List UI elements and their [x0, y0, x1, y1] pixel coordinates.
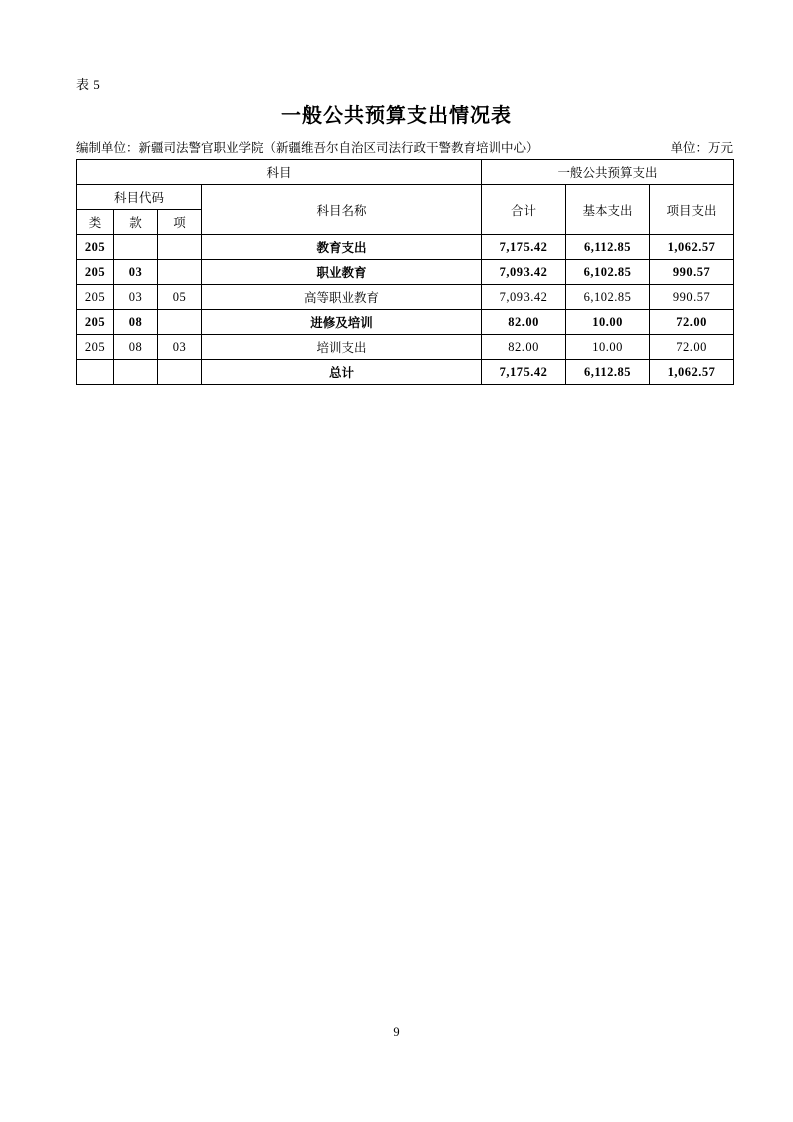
cell-code-kuan — [114, 235, 158, 260]
table-total-row — [77, 360, 734, 385]
cell-code-lei: 205 — [77, 310, 114, 335]
unit-note-label: 单位：万元 — [670, 141, 733, 155]
cell-total: 7,093.42 — [482, 285, 566, 310]
cell-total: 82.00 — [482, 310, 566, 335]
cell-code-lei: 205 — [77, 335, 114, 360]
cell-code-lei: 205 — [77, 235, 114, 260]
header-code-xiang: 项 — [158, 210, 202, 235]
budget-expenditure-table — [76, 159, 734, 385]
header-subject-name: 科目名称 — [202, 185, 482, 235]
cell-subject-name: 培训支出 — [202, 335, 482, 360]
cell-code-xiang — [158, 235, 202, 260]
cell-project: 1,062.57 — [650, 360, 734, 385]
cell-project: 1,062.57 — [650, 235, 734, 260]
cell-code-kuan: 08 — [114, 335, 158, 360]
table-header-sub-row-1 — [77, 185, 734, 210]
table-row — [77, 335, 734, 360]
cell-code-lei: 205 — [77, 260, 114, 285]
cell-code-xiang — [158, 360, 202, 385]
cell-basic: 10.00 — [566, 310, 650, 335]
cell-code-kuan: 03 — [114, 285, 158, 310]
cell-project: 72.00 — [650, 335, 734, 360]
cell-total-label: 总计 — [202, 360, 482, 385]
cell-total: 7,175.42 — [482, 360, 566, 385]
table-row — [77, 235, 734, 260]
table-row — [77, 285, 734, 310]
page-title: 一般公共预算支出情况表 — [281, 105, 512, 127]
cell-code-kuan: 08 — [114, 310, 158, 335]
cell-code-xiang — [158, 260, 202, 285]
cell-basic: 10.00 — [566, 335, 650, 360]
cell-code-lei — [77, 360, 114, 385]
cell-basic: 6,102.85 — [566, 260, 650, 285]
table-row — [77, 260, 734, 285]
prepared-by-label: 编制单位：新疆司法警官职业学院（新疆维吾尔自治区司法行政干警教育培训中心） — [76, 141, 539, 155]
cell-code-lei: 205 — [77, 285, 114, 310]
cell-code-xiang — [158, 310, 202, 335]
header-code-lei: 类 — [77, 210, 114, 235]
page-number: 9 — [393, 1025, 400, 1039]
cell-project: 72.00 — [650, 310, 734, 335]
header-expenditure-group: 一般公共预算支出 — [482, 160, 734, 185]
table-row — [77, 310, 734, 335]
cell-code-kuan: 03 — [114, 260, 158, 285]
cell-subject-name: 进修及培训 — [202, 310, 482, 335]
cell-subject-name: 职业教育 — [202, 260, 482, 285]
table-header-group-row — [77, 160, 734, 185]
cell-basic: 6,112.85 — [566, 360, 650, 385]
cell-total: 82.00 — [482, 335, 566, 360]
cell-subject-name: 教育支出 — [202, 235, 482, 260]
header-code-group: 科目代码 — [77, 185, 202, 210]
cell-subject-name: 高等职业教育 — [202, 285, 482, 310]
cell-project: 990.57 — [650, 260, 734, 285]
header-project: 项目支出 — [650, 185, 734, 235]
header-total: 合计 — [482, 185, 566, 235]
cell-project: 990.57 — [650, 285, 734, 310]
cell-total: 7,093.42 — [482, 260, 566, 285]
cell-basic: 6,102.85 — [566, 285, 650, 310]
cell-total: 7,175.42 — [482, 235, 566, 260]
cell-code-xiang: 03 — [158, 335, 202, 360]
cell-code-kuan — [114, 360, 158, 385]
table-label: 表 5 — [76, 77, 101, 92]
cell-basic: 6,112.85 — [566, 235, 650, 260]
cell-code-xiang: 05 — [158, 285, 202, 310]
document-meta — [76, 138, 733, 156]
header-code-kuan: 款 — [114, 210, 158, 235]
header-subject-group: 科目 — [77, 160, 482, 185]
header-basic: 基本支出 — [566, 185, 650, 235]
